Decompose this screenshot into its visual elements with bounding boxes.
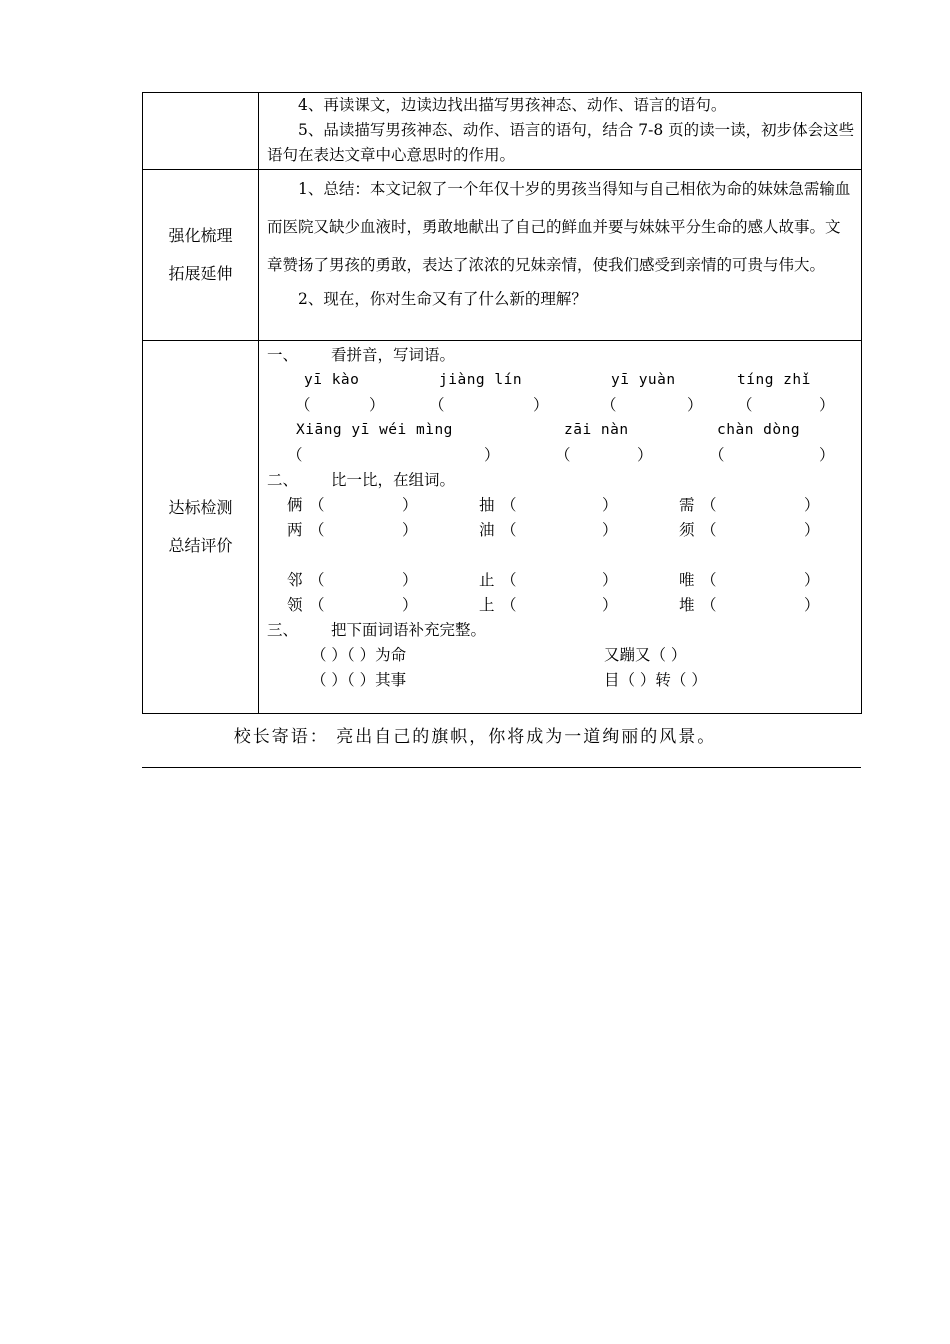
blank-close: ） bbox=[637, 446, 653, 464]
table-row bbox=[143, 341, 862, 714]
pinyin-word: zāi nàn bbox=[564, 422, 629, 438]
character: 止 bbox=[479, 571, 495, 589]
section-label: 拓展延伸 bbox=[168, 264, 233, 283]
section-number: 一、 bbox=[267, 346, 299, 364]
compare-row: 两 （ ） 油 （ ） 须 （ ） bbox=[259, 518, 861, 543]
row-content-cell bbox=[259, 170, 862, 341]
blank-open: （ bbox=[555, 446, 571, 464]
blank-close: ） bbox=[687, 396, 703, 414]
question-text: 2、现在，你对生命又有了什么新的理解？ bbox=[298, 290, 587, 308]
blank-close: ） bbox=[369, 396, 385, 414]
row-label-cell bbox=[143, 170, 259, 341]
idiom-blank: 又蹦又（ ） bbox=[604, 646, 687, 664]
principal-motto: 校长寄语： 亮出自己的旗帜，你将成为一道绚丽的风景。 bbox=[233, 727, 717, 747]
blank-open: （ bbox=[601, 396, 617, 414]
pinyin-row bbox=[259, 418, 861, 443]
pinyin-word: yī kào bbox=[304, 372, 360, 388]
blank-open: （ bbox=[737, 396, 753, 414]
fill-row bbox=[259, 668, 861, 693]
row-label-cell bbox=[143, 341, 259, 714]
section-number: 二、 bbox=[267, 471, 299, 489]
section-title: 看拼音，写词语。 bbox=[331, 346, 456, 364]
step-4-text: 4、再读课文，边读边找出描写男孩神态、动作、语言的语句。 bbox=[298, 96, 727, 114]
blank-open: （ bbox=[295, 396, 311, 414]
blank-close: ） bbox=[819, 446, 835, 464]
section-2-heading bbox=[259, 468, 861, 493]
section-number: 三、 bbox=[267, 621, 299, 639]
fill-row bbox=[259, 643, 861, 668]
section-3-heading bbox=[259, 618, 861, 643]
section-title: 把下面词语补充完整。 bbox=[331, 621, 487, 639]
character: 堆 bbox=[679, 596, 695, 614]
step-5-text: 5、品读描写男孩神态、动作、语言的语句，结合 7-8 页的读一读，初步体会这些语句在表达文章中心意思时的作用。 bbox=[267, 121, 855, 164]
pinyin-word: Xiāng yī wéi mìng bbox=[296, 422, 453, 438]
table-row bbox=[143, 170, 862, 341]
row-label-cell bbox=[143, 93, 259, 170]
character: 上 bbox=[479, 596, 495, 614]
idiom-blank: （ ）（ ）为命 bbox=[311, 646, 407, 664]
answer-blank-row bbox=[259, 393, 861, 418]
exercise-cell bbox=[259, 341, 862, 714]
spacer-row bbox=[259, 543, 861, 568]
compare-row: 俩 （ ） 抽 （ ） 需 （ ） bbox=[259, 493, 861, 518]
section-title: 比一比，在组词。 bbox=[331, 471, 456, 489]
row-content-cell bbox=[259, 93, 862, 170]
character: 邻 bbox=[287, 571, 303, 589]
pinyin-word: chàn dòng bbox=[717, 422, 801, 438]
character: 需 bbox=[679, 496, 695, 514]
idiom-blank: 目（ ）转（ ） bbox=[604, 671, 707, 689]
pinyin-word: jiàng lín bbox=[439, 372, 523, 388]
blank-close: ） bbox=[819, 396, 835, 414]
character: 唯 bbox=[679, 571, 695, 589]
blank-close: ） bbox=[533, 396, 549, 414]
section-label: 达标检测 bbox=[168, 498, 233, 517]
section-label: 总结评价 bbox=[168, 536, 233, 555]
section-1-heading bbox=[259, 343, 861, 368]
character: 两 bbox=[287, 521, 303, 539]
character: 抽 bbox=[479, 496, 495, 514]
character: 油 bbox=[479, 521, 495, 539]
compare-row: 领 （ ） 上 （ ） 堆 （ ） bbox=[259, 593, 861, 618]
blank-open: （ bbox=[429, 396, 445, 414]
idiom-blank: （ ）（ ）其事 bbox=[311, 671, 407, 689]
lesson-table bbox=[142, 92, 862, 714]
blank-open: （ bbox=[709, 446, 725, 464]
pinyin-row bbox=[259, 368, 861, 393]
divider-line bbox=[142, 767, 861, 768]
summary-text: 1、总结：本文记叙了一个年仅十岁的男孩当得知与自己相依为命的妹妹急需输血而医院又缺少血液时，勇敢地献出了自己的鲜血并要与妹妹平分生命的感人故事。文章赞扬了男孩的勇敢，表达了浓浓的兄妹亲情，使我们感受到亲情的可贵与伟大。 bbox=[267, 180, 851, 274]
character: 俩 bbox=[287, 496, 303, 514]
pinyin-word: yī yuàn bbox=[611, 372, 676, 388]
character: 领 bbox=[287, 596, 303, 614]
answer-blank-row bbox=[259, 443, 861, 468]
pinyin-word: tíng zhǐ bbox=[737, 372, 811, 388]
character: 须 bbox=[679, 521, 695, 539]
section-label: 强化梳理 bbox=[168, 226, 233, 245]
compare-row: 邻 （ ） 止 （ ） 唯 （ ） bbox=[259, 568, 861, 593]
blank-open: （ bbox=[287, 446, 303, 464]
table-row bbox=[143, 93, 862, 170]
blank-close: ） bbox=[484, 446, 500, 464]
